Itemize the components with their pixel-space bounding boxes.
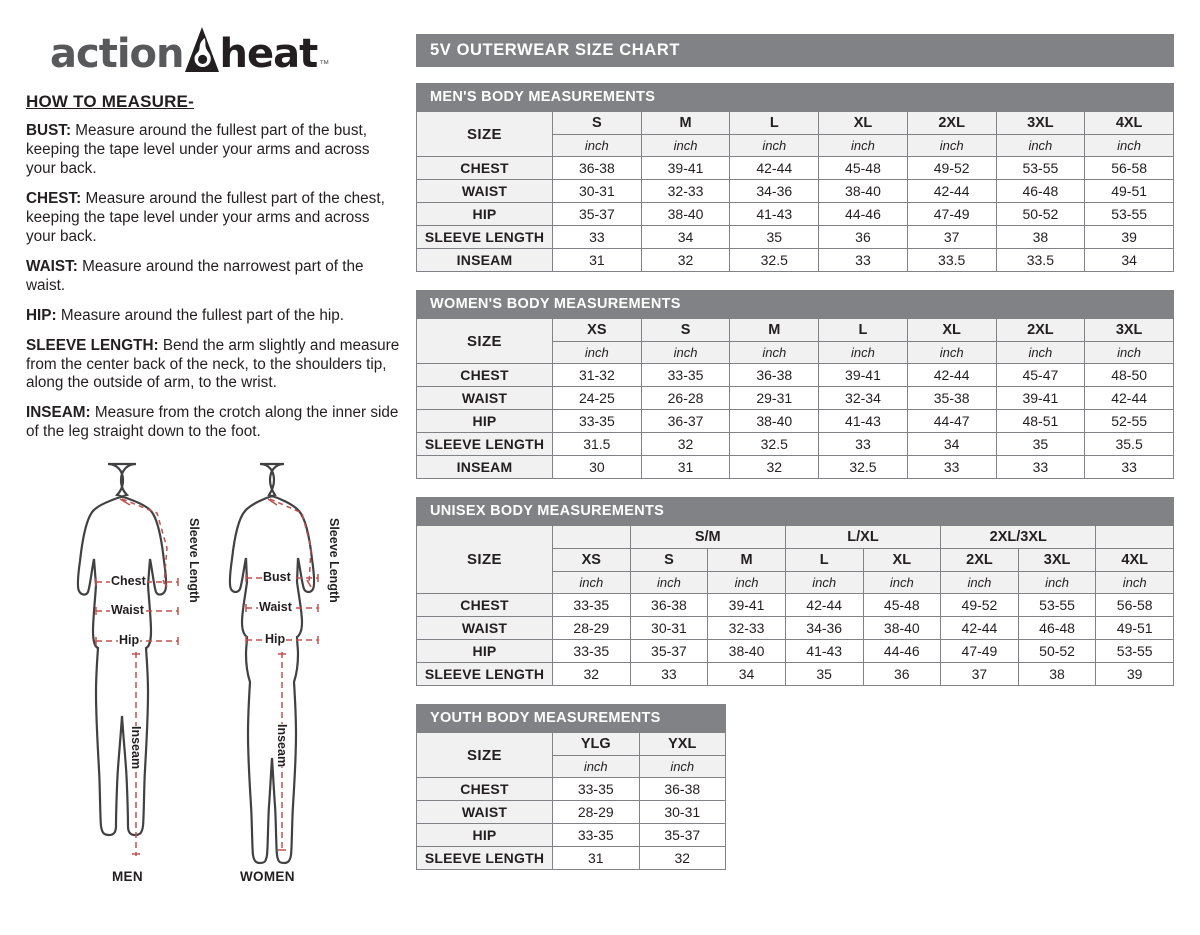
mens-waist-xl: 38-40 bbox=[819, 180, 908, 203]
mens-hip-m: 38-40 bbox=[641, 203, 730, 226]
unisex-chest-xl: 45-48 bbox=[863, 594, 941, 617]
unisex-chest-s: 36-38 bbox=[630, 594, 708, 617]
womens-chest-s: 33-35 bbox=[641, 364, 730, 387]
mens-col-l: L bbox=[730, 112, 819, 135]
mens-col-2xl: 2XL bbox=[907, 112, 996, 135]
womens-hip-s: 36-37 bbox=[641, 410, 730, 433]
unisex-sleeve-xl: 36 bbox=[863, 663, 941, 686]
unisex-waist-3xl: 46-48 bbox=[1018, 617, 1096, 640]
male-label-sleeve: Sleeve Length bbox=[187, 518, 201, 604]
mens-inseam-2xl: 33.5 bbox=[907, 249, 996, 272]
womens-sleeve-2xl: 35 bbox=[996, 433, 1085, 456]
unisex-chest-4xl: 56-58 bbox=[1096, 594, 1174, 617]
unisex-group-sm: S/M bbox=[630, 526, 785, 549]
mens-chest-l: 42-44 bbox=[730, 157, 819, 180]
unisex-hip-l: 41-43 bbox=[785, 640, 863, 663]
mens-inseam-xl: 33 bbox=[819, 249, 908, 272]
mens-row-label-waist: WAIST bbox=[417, 180, 553, 203]
how-to-measure-title: HOW TO MEASURE- bbox=[26, 92, 194, 111]
womens-inseam-s: 31 bbox=[641, 456, 730, 479]
measure-item-bust bbox=[26, 122, 402, 179]
unisex-chest-l: 42-44 bbox=[785, 594, 863, 617]
mens-sleeve-3xl: 38 bbox=[996, 226, 1085, 249]
womens-size-label: SIZE bbox=[417, 319, 553, 364]
mens-unit-3: inch bbox=[819, 135, 908, 157]
mens-row-label-sleeve: SLEEVE LENGTH bbox=[417, 226, 553, 249]
womens-inseam-2xl: 33 bbox=[996, 456, 1085, 479]
unisex-sleeve-m: 34 bbox=[708, 663, 786, 686]
measure-term-hip: HIP: bbox=[26, 306, 57, 324]
unisex-hip-4xl: 53-55 bbox=[1096, 640, 1174, 663]
womens-unit-1: inch bbox=[641, 342, 730, 364]
female-label-hip: Hip bbox=[265, 632, 286, 647]
table-row bbox=[417, 364, 1174, 387]
unisex-sleeve-l: 35 bbox=[785, 663, 863, 686]
measure-item-chest bbox=[26, 190, 402, 247]
table-row bbox=[417, 824, 726, 847]
womens-inseam-3xl: 33 bbox=[1085, 456, 1174, 479]
mens-waist-3xl: 46-48 bbox=[996, 180, 1085, 203]
youth-chest-yxl: 36-38 bbox=[639, 778, 726, 801]
table-row bbox=[417, 456, 1174, 479]
table-row bbox=[417, 778, 726, 801]
mens-unit-2: inch bbox=[730, 135, 819, 157]
measure-term-waist: WAIST: bbox=[26, 257, 78, 275]
table-row bbox=[417, 203, 1174, 226]
womens-unit-0: inch bbox=[553, 342, 642, 364]
measure-text-sleeve: Bend the arm slightly and measure from the center back of the neck, to the shoulders tip, along the outside of arm, to the wrist. bbox=[26, 336, 400, 392]
flame-icon bbox=[182, 26, 222, 74]
youth-sleeve-ylg: 31 bbox=[553, 847, 640, 870]
mens-hip-3xl: 50-52 bbox=[996, 203, 1085, 226]
table-row bbox=[417, 410, 1174, 433]
womens-inseam-xl: 33 bbox=[907, 456, 996, 479]
unisex-row-label-hip: HIP bbox=[417, 640, 553, 663]
mens-chest-xl: 45-48 bbox=[819, 157, 908, 180]
womens-waist-2xl: 39-41 bbox=[996, 387, 1085, 410]
table-row-size-header bbox=[417, 733, 726, 756]
measure-item-hip bbox=[26, 307, 402, 326]
mens-sleeve-2xl: 37 bbox=[907, 226, 996, 249]
male-label-hip: Hip bbox=[119, 633, 140, 648]
mens-row-label-chest: CHEST bbox=[417, 157, 553, 180]
womens-col-xl: XL bbox=[907, 319, 996, 342]
mens-inseam-s: 31 bbox=[553, 249, 642, 272]
youth-hip-ylg: 33-35 bbox=[553, 824, 640, 847]
mens-inseam-4xl: 34 bbox=[1085, 249, 1174, 272]
mens-sleeve-l: 35 bbox=[730, 226, 819, 249]
unisex-col-xs: XS bbox=[553, 549, 631, 572]
youth-hip-yxl: 35-37 bbox=[639, 824, 726, 847]
youth-waist-ylg: 28-29 bbox=[553, 801, 640, 824]
youth-size-label: SIZE bbox=[417, 733, 553, 778]
mens-table-title: MEN'S BODY MEASUREMENTS bbox=[416, 83, 1174, 111]
womens-hip-xl: 44-47 bbox=[907, 410, 996, 433]
unisex-size-label: SIZE bbox=[417, 526, 553, 594]
body-figures-svg bbox=[26, 456, 396, 886]
womens-waist-3xl: 42-44 bbox=[1085, 387, 1174, 410]
table-row bbox=[417, 801, 726, 824]
brand-logo bbox=[50, 26, 402, 77]
womens-table-block bbox=[416, 290, 1174, 479]
womens-sleeve-xl: 34 bbox=[907, 433, 996, 456]
womens-row-label-sleeve: SLEEVE LENGTH bbox=[417, 433, 553, 456]
womens-col-s: S bbox=[641, 319, 730, 342]
unisex-chest-m: 39-41 bbox=[708, 594, 786, 617]
female-label-bust: Bust bbox=[263, 570, 291, 585]
unisex-table-block bbox=[416, 497, 1174, 686]
mens-hip-2xl: 47-49 bbox=[907, 203, 996, 226]
table-row bbox=[417, 640, 1174, 663]
unisex-col-s: S bbox=[630, 549, 708, 572]
youth-row-label-chest: CHEST bbox=[417, 778, 553, 801]
womens-chest-3xl: 48-50 bbox=[1085, 364, 1174, 387]
measure-term-chest: CHEST: bbox=[26, 189, 82, 207]
measure-text-inseam: Measure from the crotch along the inner side of the leg straight down to the foot. bbox=[26, 404, 399, 441]
table-row-size-header bbox=[417, 112, 1174, 135]
unisex-table-title: UNISEX BODY MEASUREMENTS bbox=[416, 497, 1174, 525]
womens-unit-6: inch bbox=[1085, 342, 1174, 364]
table-row bbox=[417, 594, 1174, 617]
unisex-col-l: L bbox=[785, 549, 863, 572]
measure-term-inseam: INSEAM: bbox=[26, 404, 91, 422]
womens-sleeve-s: 32 bbox=[641, 433, 730, 456]
table-row-size-header bbox=[417, 319, 1174, 342]
table-row bbox=[417, 249, 1174, 272]
unisex-unit-2: inch bbox=[708, 572, 786, 594]
womens-row-label-inseam: INSEAM bbox=[417, 456, 553, 479]
unisex-unit-1: inch bbox=[630, 572, 708, 594]
womens-waist-xs: 24-25 bbox=[553, 387, 642, 410]
trademark-symbol: ™ bbox=[319, 59, 330, 70]
unisex-col-3xl: 3XL bbox=[1018, 549, 1096, 572]
womens-inseam-xs: 30 bbox=[553, 456, 642, 479]
youth-table-block bbox=[416, 704, 1174, 870]
unisex-waist-xs: 28-29 bbox=[553, 617, 631, 640]
womens-chest-l: 39-41 bbox=[819, 364, 908, 387]
mens-row-label-hip: HIP bbox=[417, 203, 553, 226]
unisex-table bbox=[416, 525, 1174, 686]
youth-row-label-sleeve: SLEEVE LENGTH bbox=[417, 847, 553, 870]
table-row bbox=[417, 180, 1174, 203]
table-row bbox=[417, 433, 1174, 456]
womens-unit-3: inch bbox=[819, 342, 908, 364]
womens-hip-xs: 33-35 bbox=[553, 410, 642, 433]
youth-waist-yxl: 30-31 bbox=[639, 801, 726, 824]
womens-chest-m: 36-38 bbox=[730, 364, 819, 387]
unisex-sleeve-2xl: 37 bbox=[941, 663, 1019, 686]
womens-col-l: L bbox=[819, 319, 908, 342]
mens-waist-4xl: 49-51 bbox=[1085, 180, 1174, 203]
unisex-hip-m: 38-40 bbox=[708, 640, 786, 663]
womens-unit-2: inch bbox=[730, 342, 819, 364]
mens-hip-s: 35-37 bbox=[553, 203, 642, 226]
mens-table bbox=[416, 111, 1174, 272]
measure-text-bust: Measure around the fullest part of the bust, keeping the tape level under your arms and across your back. bbox=[26, 122, 370, 177]
unisex-hip-s: 35-37 bbox=[630, 640, 708, 663]
flame-icon-svg bbox=[182, 26, 222, 74]
mens-unit-5: inch bbox=[996, 135, 1085, 157]
mens-col-s: S bbox=[553, 112, 642, 135]
table-row bbox=[417, 387, 1174, 410]
mens-sleeve-xl: 36 bbox=[819, 226, 908, 249]
unisex-col-m: M bbox=[708, 549, 786, 572]
left-column bbox=[26, 18, 416, 925]
unisex-chest-xs: 33-35 bbox=[553, 594, 631, 617]
mens-chest-m: 39-41 bbox=[641, 157, 730, 180]
unisex-waist-4xl: 49-51 bbox=[1096, 617, 1174, 640]
unisex-unit-6: inch bbox=[1018, 572, 1096, 594]
womens-sleeve-xs: 31.5 bbox=[553, 433, 642, 456]
unisex-col-4xl: 4XL bbox=[1096, 549, 1174, 572]
unisex-col-2xl: 2XL bbox=[941, 549, 1019, 572]
table-row bbox=[417, 226, 1174, 249]
male-label-inseam: Inseam bbox=[129, 726, 143, 770]
unisex-waist-l: 34-36 bbox=[785, 617, 863, 640]
mens-hip-xl: 44-46 bbox=[819, 203, 908, 226]
womens-inseam-m: 32 bbox=[730, 456, 819, 479]
female-label-waist: Waist bbox=[259, 600, 292, 615]
youth-table bbox=[416, 732, 726, 870]
unisex-unit-5: inch bbox=[941, 572, 1019, 594]
womens-col-3xl: 3XL bbox=[1085, 319, 1174, 342]
youth-row-label-hip: HIP bbox=[417, 824, 553, 847]
unisex-waist-m: 32-33 bbox=[708, 617, 786, 640]
mens-chest-s: 36-38 bbox=[553, 157, 642, 180]
unisex-group-lxl: L/XL bbox=[785, 526, 940, 549]
womens-table bbox=[416, 318, 1174, 479]
unisex-hip-xs: 33-35 bbox=[553, 640, 631, 663]
measure-item-inseam bbox=[26, 404, 402, 442]
womens-col-xs: XS bbox=[553, 319, 642, 342]
womens-chest-xl: 42-44 bbox=[907, 364, 996, 387]
female-figure bbox=[230, 464, 314, 863]
female-label-sleeve: Sleeve Length bbox=[327, 518, 341, 604]
womens-hip-m: 38-40 bbox=[730, 410, 819, 433]
female-body-outline bbox=[230, 464, 314, 863]
womens-table-title: WOMEN'S BODY MEASUREMENTS bbox=[416, 290, 1174, 318]
unisex-row-label-chest: CHEST bbox=[417, 594, 553, 617]
youth-col-ylg: YLG bbox=[553, 733, 640, 756]
table-row bbox=[417, 847, 726, 870]
male-label-chest: Chest bbox=[111, 574, 146, 589]
womens-row-label-hip: HIP bbox=[417, 410, 553, 433]
measure-term-bust: BUST: bbox=[26, 122, 72, 139]
youth-row-label-waist: WAIST bbox=[417, 801, 553, 824]
mens-sleeve-s: 33 bbox=[553, 226, 642, 249]
mens-unit-6: inch bbox=[1085, 135, 1174, 157]
womens-sleeve-l: 33 bbox=[819, 433, 908, 456]
unisex-waist-s: 30-31 bbox=[630, 617, 708, 640]
measure-text-chest: Measure around the fullest part of the chest, keeping the tape level under your arms and across your back. bbox=[26, 189, 385, 245]
unisex-sleeve-s: 33 bbox=[630, 663, 708, 686]
mens-sleeve-m: 34 bbox=[641, 226, 730, 249]
youth-chest-ylg: 33-35 bbox=[553, 778, 640, 801]
youth-unit-1: inch bbox=[639, 756, 726, 778]
female-label-inseam: Inseam bbox=[275, 724, 289, 768]
mens-inseam-3xl: 33.5 bbox=[996, 249, 1085, 272]
measure-item-sleeve bbox=[26, 337, 402, 394]
mens-unit-0: inch bbox=[553, 135, 642, 157]
table-row bbox=[417, 617, 1174, 640]
unisex-unit-3: inch bbox=[785, 572, 863, 594]
mens-hip-l: 41-43 bbox=[730, 203, 819, 226]
measure-text-waist: Measure around the narrowest part of the waist. bbox=[26, 257, 364, 294]
womens-hip-l: 41-43 bbox=[819, 410, 908, 433]
womens-waist-s: 26-28 bbox=[641, 387, 730, 410]
mens-sleeve-4xl: 39 bbox=[1085, 226, 1174, 249]
mens-col-4xl: 4XL bbox=[1085, 112, 1174, 135]
mens-col-xl: XL bbox=[819, 112, 908, 135]
unisex-hip-xl: 44-46 bbox=[863, 640, 941, 663]
unisex-group-blank-left bbox=[553, 526, 631, 549]
womens-chest-xs: 31-32 bbox=[553, 364, 642, 387]
womens-unit-5: inch bbox=[996, 342, 1085, 364]
unisex-waist-2xl: 42-44 bbox=[941, 617, 1019, 640]
male-body-outline bbox=[78, 464, 166, 835]
mens-waist-s: 30-31 bbox=[553, 180, 642, 203]
womens-col-2xl: 2XL bbox=[996, 319, 1085, 342]
mens-row-label-inseam: INSEAM bbox=[417, 249, 553, 272]
unisex-group-blank-right bbox=[1096, 526, 1174, 549]
female-figure-caption: WOMEN bbox=[240, 869, 295, 885]
womens-sleeve-m: 32.5 bbox=[730, 433, 819, 456]
unisex-row-label-sleeve: SLEEVE LENGTH bbox=[417, 663, 553, 686]
womens-col-m: M bbox=[730, 319, 819, 342]
youth-sleeve-yxl: 32 bbox=[639, 847, 726, 870]
womens-inseam-l: 32.5 bbox=[819, 456, 908, 479]
mens-size-label: SIZE bbox=[417, 112, 553, 157]
womens-waist-xl: 35-38 bbox=[907, 387, 996, 410]
male-label-waist: Waist bbox=[111, 603, 144, 618]
womens-row-label-chest: CHEST bbox=[417, 364, 553, 387]
mens-chest-3xl: 53-55 bbox=[996, 157, 1085, 180]
womens-hip-3xl: 52-55 bbox=[1085, 410, 1174, 433]
youth-unit-0: inch bbox=[553, 756, 640, 778]
mens-col-m: M bbox=[641, 112, 730, 135]
mens-table-block bbox=[416, 83, 1174, 272]
table-row bbox=[417, 663, 1174, 686]
youth-table-title: YOUTH BODY MEASUREMENTS bbox=[416, 704, 726, 732]
womens-sleeve-3xl: 35.5 bbox=[1085, 433, 1174, 456]
unisex-unit-4: inch bbox=[863, 572, 941, 594]
male-figure-caption: MEN bbox=[112, 869, 143, 885]
mens-waist-m: 32-33 bbox=[641, 180, 730, 203]
brand-word-action: action bbox=[50, 31, 184, 77]
mens-unit-4: inch bbox=[907, 135, 996, 157]
mens-hip-4xl: 53-55 bbox=[1085, 203, 1174, 226]
unisex-chest-3xl: 53-55 bbox=[1018, 594, 1096, 617]
mens-chest-2xl: 49-52 bbox=[907, 157, 996, 180]
unisex-sleeve-4xl: 39 bbox=[1096, 663, 1174, 686]
brand-word-heat: heat bbox=[219, 31, 318, 77]
unisex-hip-3xl: 50-52 bbox=[1018, 640, 1096, 663]
unisex-sleeve-xs: 32 bbox=[553, 663, 631, 686]
page-title: 5V OUTERWEAR SIZE CHART bbox=[416, 34, 1174, 67]
mens-inseam-l: 32.5 bbox=[730, 249, 819, 272]
unisex-hip-2xl: 47-49 bbox=[941, 640, 1019, 663]
youth-col-yxl: YXL bbox=[639, 733, 726, 756]
table-row bbox=[417, 157, 1174, 180]
womens-waist-l: 32-34 bbox=[819, 387, 908, 410]
table-row-group-header bbox=[417, 526, 1174, 549]
mens-col-3xl: 3XL bbox=[996, 112, 1085, 135]
unisex-chest-2xl: 49-52 bbox=[941, 594, 1019, 617]
male-figure bbox=[78, 464, 166, 835]
mens-unit-1: inch bbox=[641, 135, 730, 157]
womens-unit-4: inch bbox=[907, 342, 996, 364]
measure-term-sleeve: SLEEVE LENGTH: bbox=[26, 336, 159, 354]
unisex-unit-7: inch bbox=[1096, 572, 1174, 594]
womens-waist-m: 29-31 bbox=[730, 387, 819, 410]
body-figures bbox=[26, 456, 402, 886]
unisex-col-xl: XL bbox=[863, 549, 941, 572]
womens-hip-2xl: 48-51 bbox=[996, 410, 1085, 433]
mens-waist-2xl: 42-44 bbox=[907, 180, 996, 203]
womens-row-label-waist: WAIST bbox=[417, 387, 553, 410]
measure-text-hip: Measure around the fullest part of the hip. bbox=[56, 306, 345, 324]
unisex-group-2xl3xl: 2XL/3XL bbox=[941, 526, 1096, 549]
mens-chest-4xl: 56-58 bbox=[1085, 157, 1174, 180]
unisex-row-label-waist: WAIST bbox=[417, 617, 553, 640]
measure-item-waist bbox=[26, 258, 402, 296]
unisex-unit-0: inch bbox=[553, 572, 631, 594]
right-column bbox=[416, 18, 1174, 925]
unisex-sleeve-3xl: 38 bbox=[1018, 663, 1096, 686]
womens-chest-2xl: 45-47 bbox=[996, 364, 1085, 387]
mens-waist-l: 34-36 bbox=[730, 180, 819, 203]
mens-inseam-m: 32 bbox=[641, 249, 730, 272]
unisex-waist-xl: 38-40 bbox=[863, 617, 941, 640]
